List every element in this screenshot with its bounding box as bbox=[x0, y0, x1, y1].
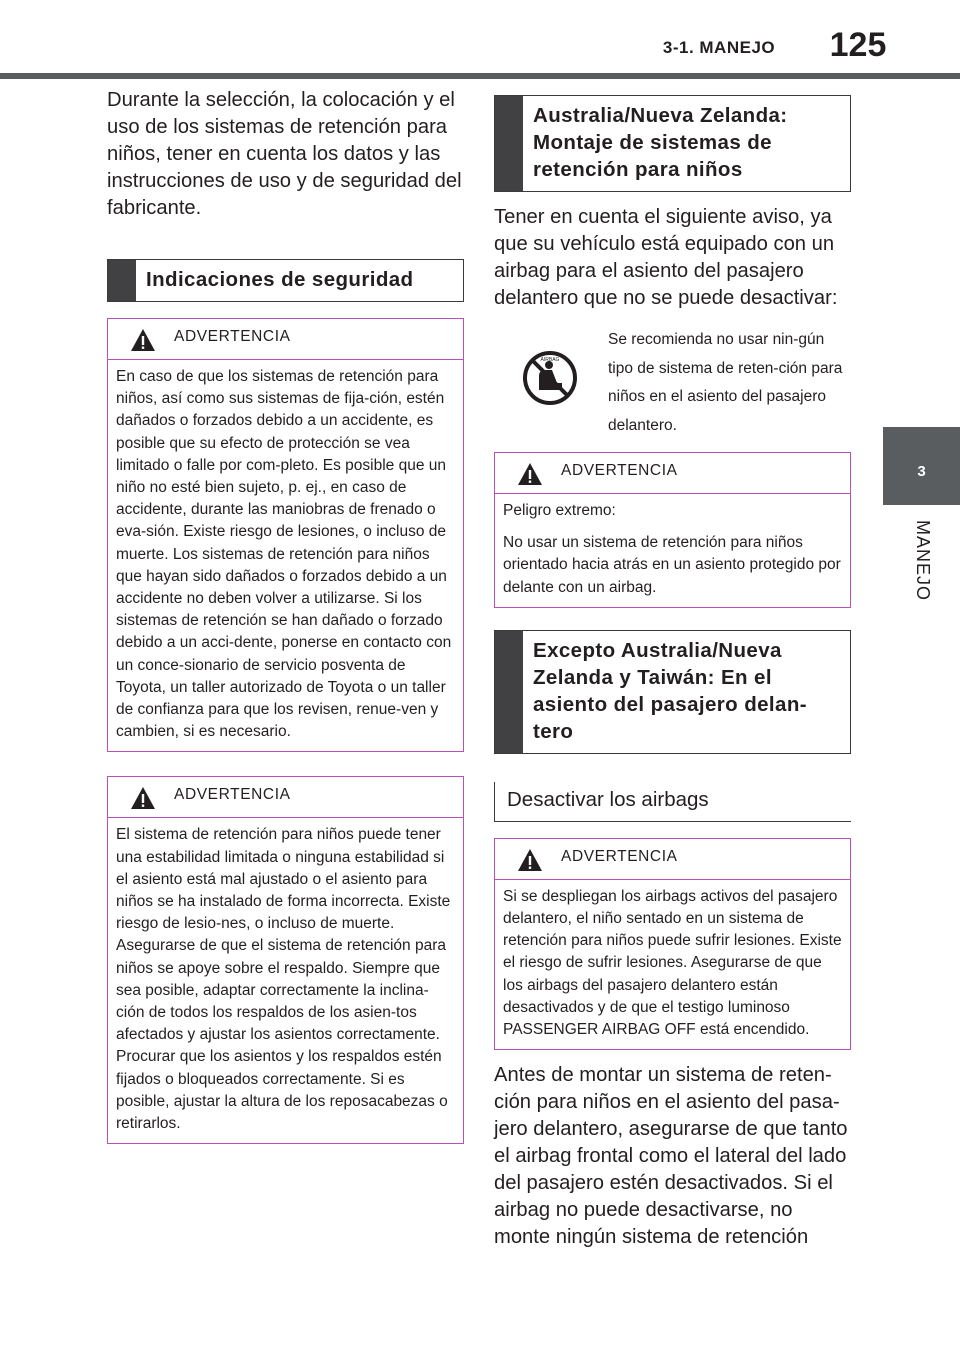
warning-box-4 bbox=[494, 838, 851, 1050]
section-title: 3-1. MANEJO bbox=[662, 38, 776, 57]
note-row bbox=[494, 326, 851, 436]
chapter-label: MANEJO bbox=[913, 520, 933, 602]
safety-heading bbox=[107, 259, 464, 302]
warning-title: ADVERTENCIA bbox=[174, 786, 291, 804]
header-rule bbox=[0, 73, 960, 79]
warning-triangle-icon bbox=[517, 848, 543, 872]
heading-bar bbox=[495, 96, 523, 191]
warning-header bbox=[108, 319, 463, 360]
heading-bar bbox=[108, 260, 136, 301]
warning-triangle-icon bbox=[130, 328, 156, 352]
warning-body bbox=[108, 818, 463, 1143]
warning-title: ADVERTENCIA bbox=[561, 462, 678, 479]
page-number: 125 bbox=[829, 26, 887, 64]
left-column bbox=[107, 87, 464, 1144]
warning-body bbox=[108, 360, 463, 751]
heading-text: Australia/Nueva Zelanda: Montaje de sistemas de retención para niños bbox=[533, 104, 788, 181]
no-child-seat-icon bbox=[522, 350, 578, 406]
except-heading bbox=[494, 630, 851, 754]
warning-header bbox=[495, 839, 850, 880]
warning-triangle-icon bbox=[517, 462, 543, 486]
warning-text: No usar un sistema de retención para niños orientado hacia atrás en un asiento protegido por delante con un airbag. bbox=[503, 534, 841, 596]
warning-body bbox=[495, 880, 850, 1049]
heading-text: Excepto Australia/Nueva Zelanda y Taiwán: En el asiento del pasajero delan-tero bbox=[533, 638, 807, 743]
warning-box-3 bbox=[494, 452, 851, 608]
warning-box-1 bbox=[107, 318, 464, 752]
note-text: Se recomienda no usar nin-gún tipo de sistema de reten-ción para niños en el asiento del pasajero delantero. bbox=[608, 331, 843, 434]
australia-heading bbox=[494, 95, 851, 192]
warning-line: Peligro extremo: bbox=[503, 502, 616, 519]
heading-bar bbox=[495, 631, 523, 753]
intro-paragraph: Durante la selección, la colocación y el uso de los sistemas de retención para niños, tener en cuenta los datos y las instrucciones de uso y de seguridad del fabricante. bbox=[107, 89, 462, 219]
icon-label: AIRBAG bbox=[540, 357, 560, 363]
australia-paragraph: Tener en cuenta el siguiente aviso, ya que su vehículo está equipado con un airbag para el asiento del pasajero delantero que no se puede desactivar: bbox=[494, 206, 838, 309]
warning-body bbox=[495, 494, 850, 607]
warning-header bbox=[108, 777, 463, 818]
warning-title: ADVERTENCIA bbox=[561, 847, 678, 865]
right-column bbox=[494, 95, 851, 1251]
warning-text: Si se despliegan los airbags activos del pasajero delantero, el niño sentado en un sistema de retención para niños puede sufrir lesiones. Existe el riesgo de sufrir lesiones. Asegurarse de que los airbags del pasajero delantero están desactivados y de que el testigo luminoso PASSENGER AIRBAG OFF está encendido. bbox=[503, 887, 842, 1039]
warning-title: ADVERTENCIA bbox=[174, 328, 291, 345]
warning-text: En caso de que los sistemas de retención para niños, así como sus sistemas de fija-ción, estén dañados o forzados debido a un accidente, es posible que su efecto de protección se vea limitado o falle por com-pleto. Es posible que un niño no esté bien sujeto, p. ej., en caso de accidente, durante las maniobras de frenado o eva-sión. Existe riesgo de lesiones, o incluso de muerte. Los sistemas de retención para niños que hayan sido dañados o forzados debido a un accidente no deben volver a utilizarse. Si los sistemas de retención se han dañado o forzado debido a un acci-dente, ponerse en contacto con un conce-sionario de servicio posventa de Toyota, un taller autorizado de Toyota o un taller de confianza para que los revisen, renue-ven y cambien, si es necesario. bbox=[116, 368, 452, 741]
warning-triangle-icon bbox=[130, 786, 156, 810]
chapter-tab: 3 bbox=[883, 427, 960, 505]
warning-text: El sistema de retención para niños puede tener una estabilidad limitada o ninguna estabilidad si el asiento está mal ajustado o el asiento para niños se ha instalado de forma incorrecta. Existe riesgo de lesio-nes, o incluso de muerte. Asegurarse de que el sistema de retención para niños se apoye sobre el respaldo. Siempre que sea posible, adaptar correctamente la inclina-ción de todos los respaldos de los asien-tos afectados y ajustar los asientos correctamente. Procurar que los asientos y los respaldos estén fijados o bloqueados correctamente. Si es posible, ajustar la altura de los reposacabezas o retirarlos. bbox=[116, 826, 451, 1133]
airbag-paragraph: Antes de montar un sistema de reten-ción para niños en el asiento del pasa-jero delantero, asegurarse de que tanto el airbag frontal como el lateral del lado del pasajero estén desactivados. Si el airbag no puede desactivarse, no monte ningún sistema de retención bbox=[494, 1064, 848, 1249]
warning-box-2 bbox=[107, 776, 464, 1144]
airbag-subheading: Desactivar los airbags bbox=[494, 782, 851, 822]
heading-text: Indicaciones de seguridad bbox=[146, 268, 414, 291]
warning-header bbox=[495, 453, 850, 494]
